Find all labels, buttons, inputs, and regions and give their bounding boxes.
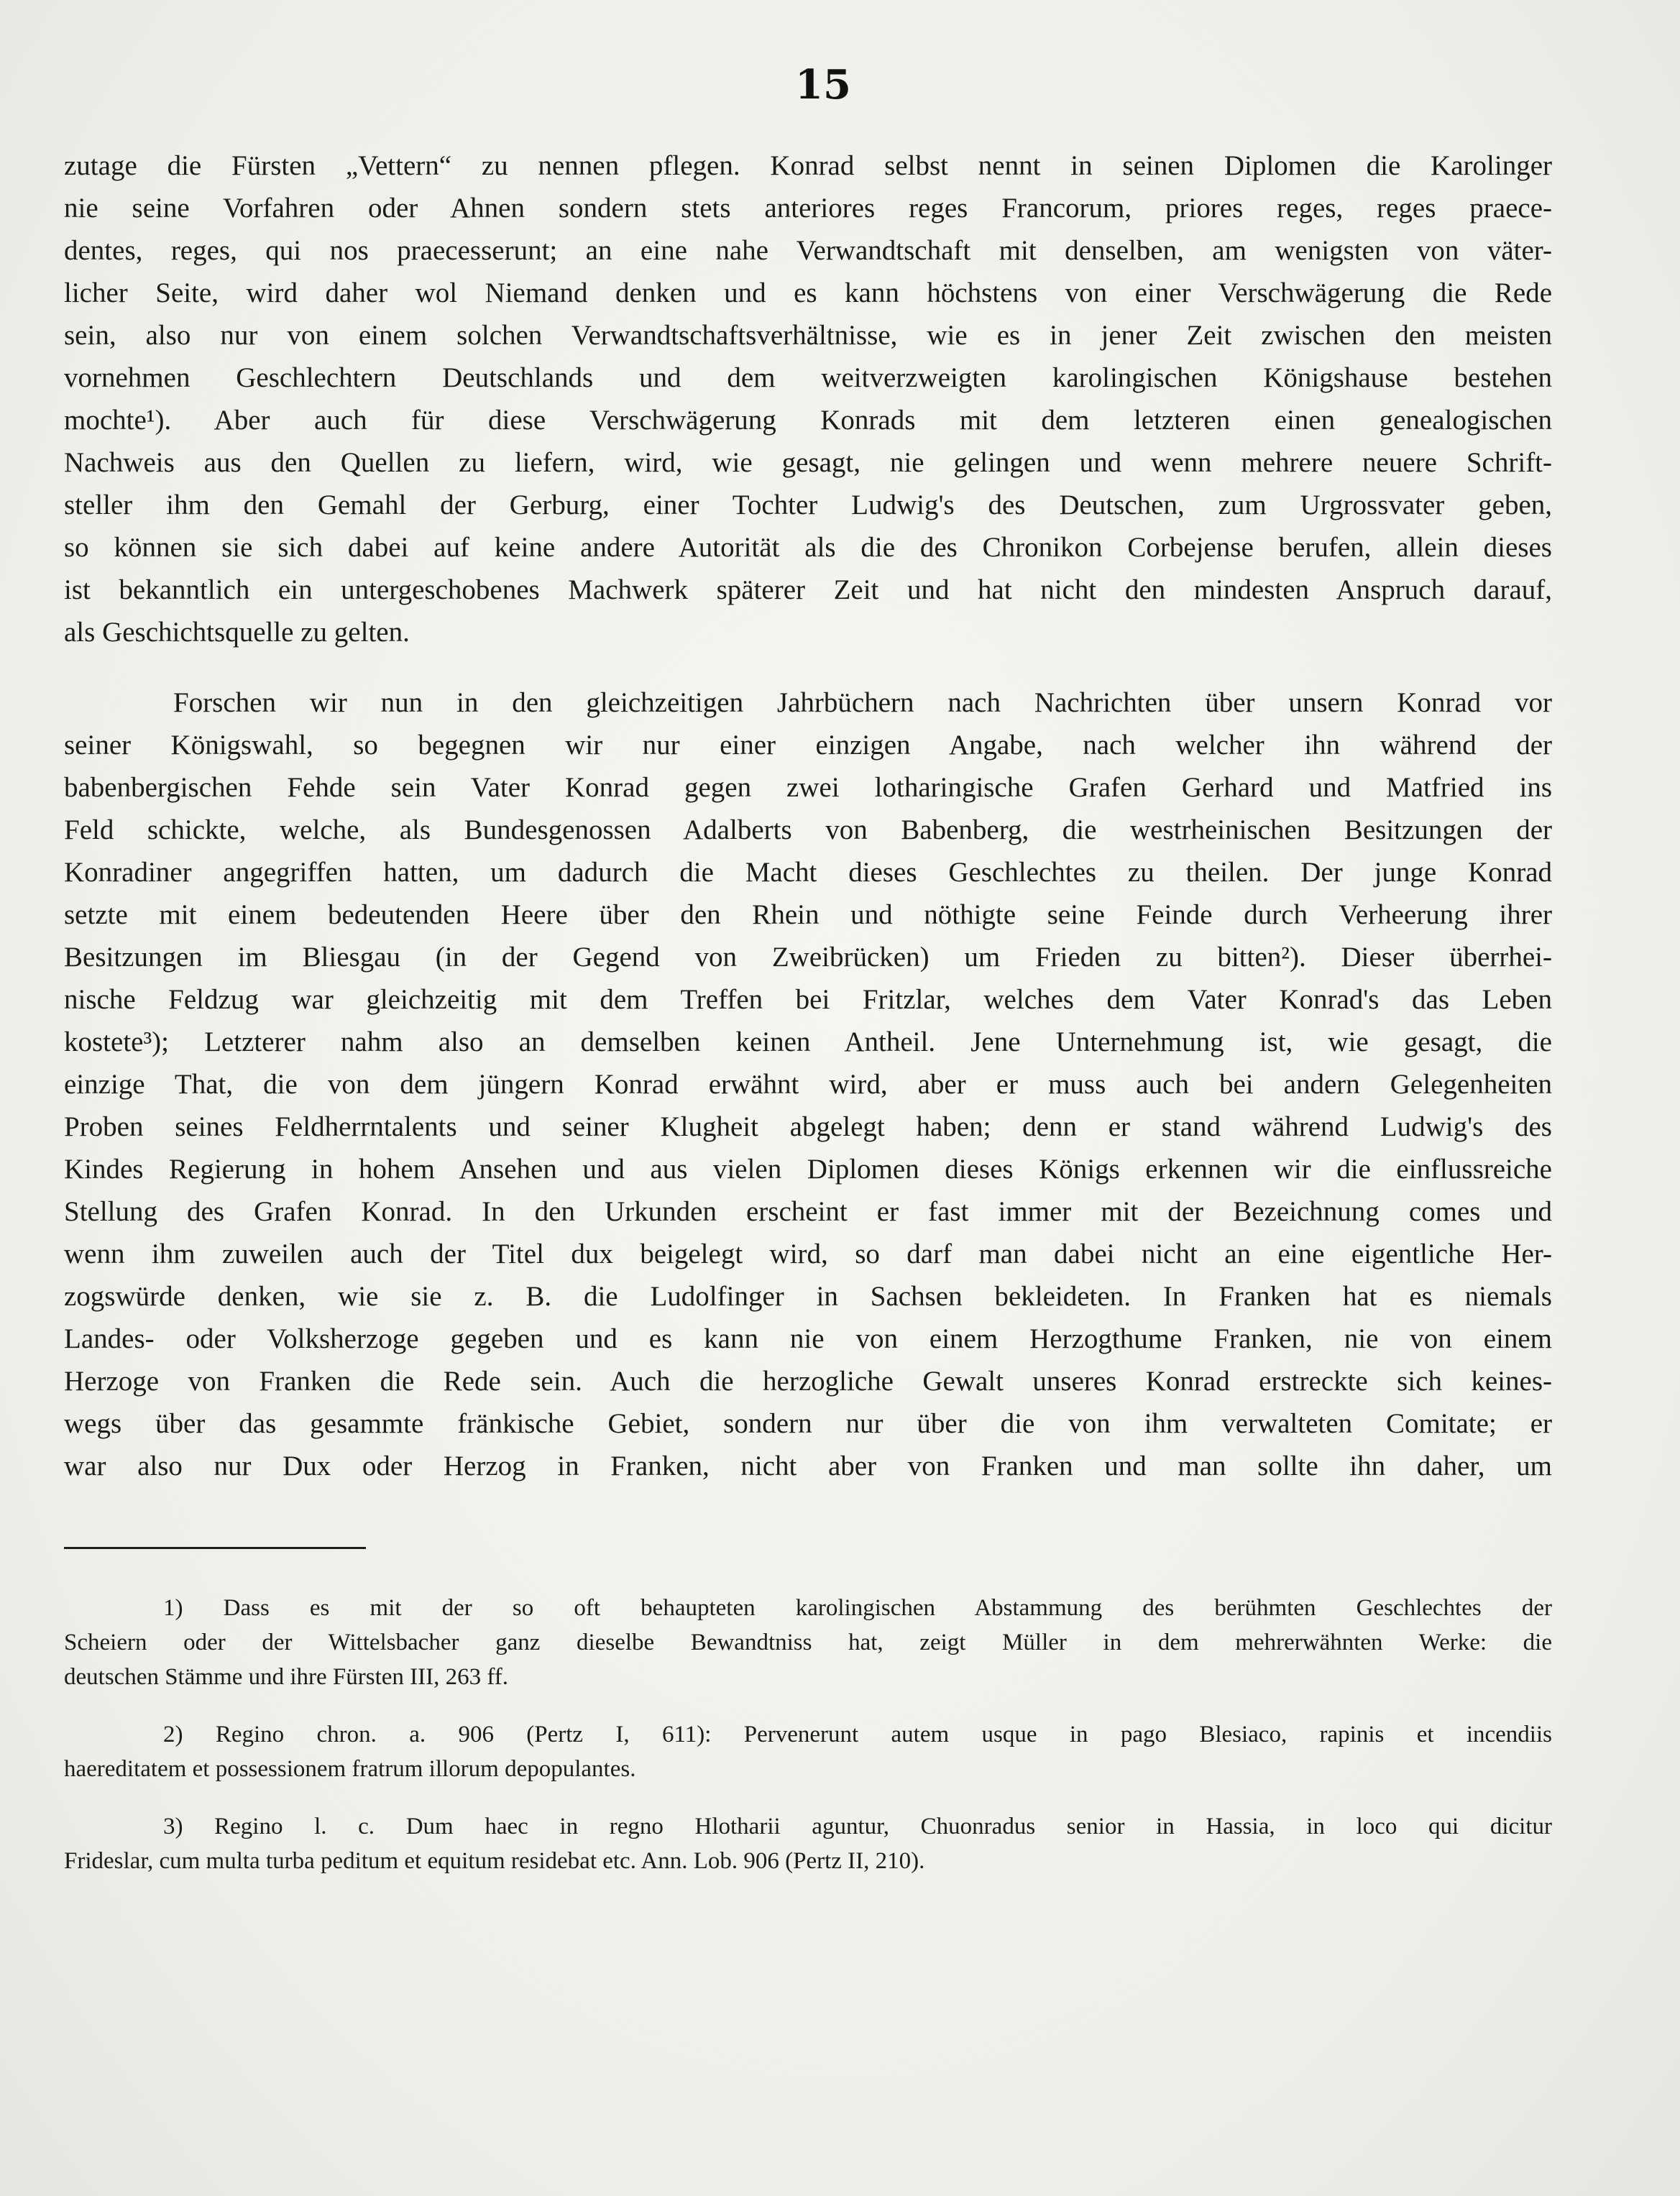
text-line: als Geschichtsquelle zu gelten.: [64, 617, 410, 648]
paragraph-2: [64, 681, 1552, 1487]
text-line: kostete³); Letzterer nahm also an demselben keinen Antheil. Jene Unternehmung ist, wie gesagt, die: [64, 1026, 1552, 1057]
footnote-line: deutschen Stämme und ihre Fürsten III, 263 ff.: [64, 1664, 509, 1690]
text-line: nische Feldzug war gleichzeitig mit dem Treffen bei Fritzlar, welches dem Vater Konrad's das Leben: [64, 984, 1552, 1015]
footnote-line: Frideslar, cum multa turba peditum et equitum residebat etc. Ann. Lob. 906 (Pertz II, 210).: [64, 1848, 925, 1874]
text-line: Konradiner angegriffen hatten, um dadurch die Macht dieses Geschlechtes zu theilen. Der junge Konrad: [64, 857, 1552, 888]
text-line: ist bekanntlich ein untergeschobenes Machwerk späterer Zeit und hat nicht den mindesten Anspruch darauf,: [64, 574, 1552, 605]
footnote-1: [64, 1591, 1552, 1694]
paragraph-1: [64, 144, 1552, 653]
footnote-line: 2) Regino chron. a. 906 (Pertz I, 611): Pervenerunt autem usque in pago Blesiaco, rapinis et incendiis: [163, 1722, 1552, 1747]
text-line: wenn ihm zuweilen auch der Titel dux beigelegt wird, so darf man dabei nicht an eine eigentliche Her-: [64, 1239, 1552, 1269]
text-line: zogswürde denken, wie sie z. B. die Ludolfinger in Sachsen bekleideten. In Franken hat es niemals: [64, 1281, 1552, 1312]
footnote-line: 3) Regino l. c. Dum haec in regno Hlotharii aguntur, Chuonradus senior in Hassia, in loco qui dicitur: [163, 1814, 1552, 1839]
text-line: sein, also nur von einem solchen Verwandtschaftsverhältnisse, wie es in jener Zeit zwischen den meisten: [64, 320, 1552, 351]
footnote-3: [64, 1809, 1552, 1878]
text-line: Proben seines Feldherrntalents und seiner Klugheit abgelegt haben; denn er stand während Ludwig's des: [64, 1111, 1552, 1142]
footnote-line: haereditatem et possessionem fratrum illorum depopulantes.: [64, 1756, 636, 1782]
text-line: Besitzungen im Bliesgau (in der Gegend von Zweibrücken) um Frieden zu bitten²). Dieser überrhei-: [64, 942, 1552, 973]
text-line: licher Seite, wird daher wol Niemand denken und es kann höchstens von einer Verschwägerung die Rede: [64, 277, 1552, 308]
footnote-line: 1) Dass es mit der so oft behaupteten karolingischen Abstammung des berühmten Geschlechtes der: [163, 1595, 1552, 1621]
text-line: Herzoge von Franken die Rede sein. Auch die herzogliche Gewalt unseres Konrad erstreckte sich keines-: [64, 1366, 1552, 1397]
text-line: seiner Königswahl, so begegnen wir nur einer einzigen Angabe, nach welcher ihn während der: [64, 730, 1552, 761]
text-line: zutage die Fürsten „Vettern“ zu nennen pflegen. Konrad selbst nennt in seinen Diplomen die Karolinger: [64, 150, 1552, 181]
text-line: nie seine Vorfahren oder Ahnen sondern stets anteriores reges Francorum, priores reges, reges praece-: [64, 193, 1552, 224]
footnote-2: [64, 1717, 1552, 1786]
text-line: Kindes Regierung in hohem Ansehen und aus vielen Diplomen dieses Königs erkennen wir die einflussreiche: [64, 1154, 1552, 1185]
text-line: dentes, reges, qui nos praecesserunt; an eine nahe Verwandtschaft mit denselben, am wenigsten von väter-: [64, 235, 1552, 266]
text-line: Stellung des Grafen Konrad. In den Urkunden erscheint er fast immer mit der Bezeichnung comes und: [64, 1196, 1552, 1227]
footnote-divider: [64, 1547, 366, 1549]
text-line: vornehmen Geschlechtern Deutschlands und dem weitverzweigten karolingischen Königshause bestehen: [64, 362, 1552, 393]
text-line: Forschen wir nun in den gleichzeitigen Jahrbüchern nach Nachrichten über unsern Konrad vor: [173, 687, 1552, 718]
text-line: steller ihm den Gemahl der Gerburg, einer Tochter Ludwig's des Deutschen, zum Urgrossvater geben,: [64, 490, 1552, 520]
text-line: war also nur Dux oder Herzog in Franken, nicht aber von Franken und man sollte ihn daher, um: [64, 1451, 1552, 1481]
text-line: einzige That, die von dem jüngern Konrad erwähnt wird, aber er muss auch bei andern Gelegenheiten: [64, 1069, 1552, 1100]
text-line: setzte mit einem bedeutenden Heere über den Rhein und nöthigte seine Feinde durch Verheerung ihrer: [64, 899, 1552, 930]
page-number: 15: [795, 61, 851, 109]
text-line: mochte¹). Aber auch für diese Verschwägerung Konrads mit dem letzteren einen genealogischen: [64, 405, 1552, 436]
footnote-line: Scheiern oder der Wittelsbacher ganz dieselbe Bewandtniss hat, zeigt Müller in dem mehrerwähnten Werke: die: [64, 1630, 1552, 1655]
text-line: Landes- oder Volksherzoge gegeben und es kann nie von einem Herzogthume Franken, nie von einem: [64, 1323, 1552, 1354]
text-line: so können sie sich dabei auf keine andere Autorität als die des Chronikon Corbejense berufen, allein dieses: [64, 532, 1552, 563]
text-line: babenbergischen Fehde sein Vater Konrad gegen zwei lotharingische Grafen Gerhard und Matfried ins: [64, 772, 1552, 803]
text-line: Feld schickte, welche, als Bundesgenossen Adalberts von Babenberg, die westrheinischen Besitzungen der: [64, 814, 1552, 845]
text-line: wegs über das gesammte fränkische Gebiet, sondern nur über die von ihm verwalteten Comitate; er: [64, 1408, 1552, 1439]
text-line: Nachweis aus den Quellen zu liefern, wird, wie gesagt, nie gelingen und wenn mehrere neuere Schrift-: [64, 447, 1552, 478]
